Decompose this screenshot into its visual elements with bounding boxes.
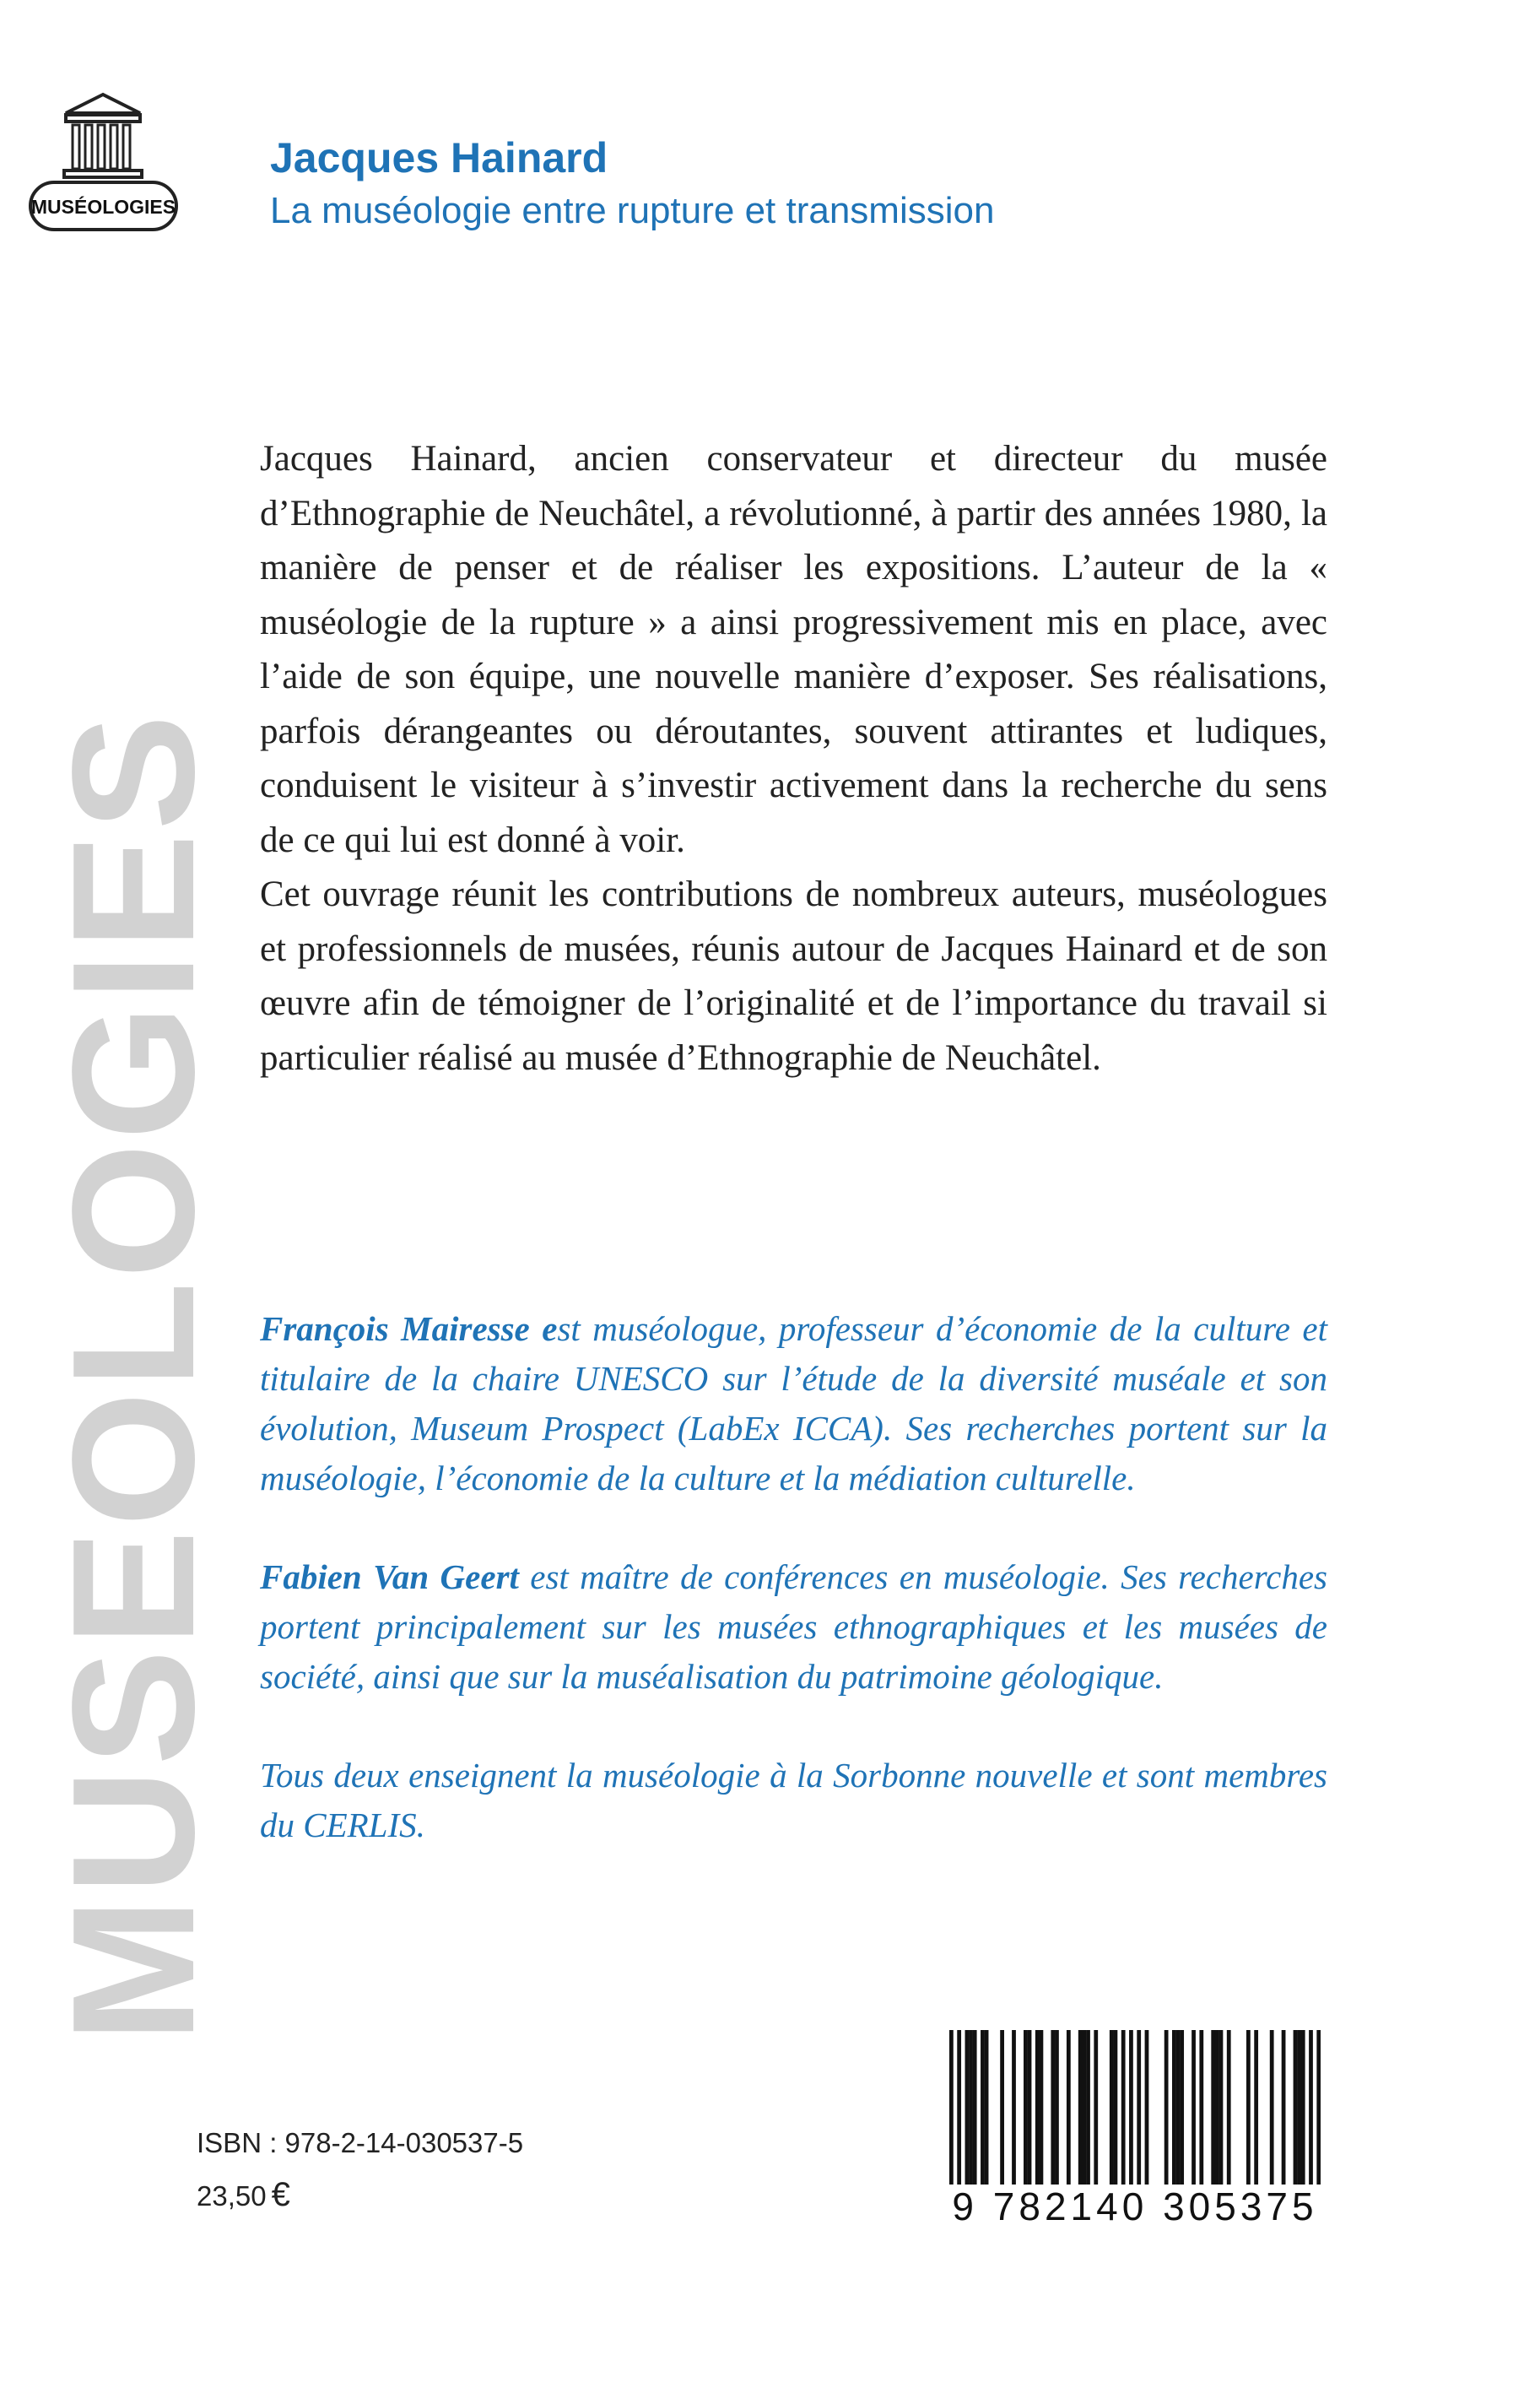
- price-amount: 23,50: [197, 2180, 267, 2212]
- barcode-bar: [1297, 2030, 1301, 2190]
- barcode-bar: [1254, 2030, 1258, 2190]
- barcode-bar: [1270, 2030, 1274, 2190]
- price: [197, 2176, 290, 2214]
- author-name: Fabien Van Geert: [260, 1557, 519, 1596]
- barcode-bar: [1176, 2030, 1181, 2190]
- barcode-bar: [1219, 2030, 1224, 2190]
- barcode-bar: [1121, 2030, 1126, 2190]
- authors-closing: Tous deux enseignent la muséologie à la Sorbonne nouvelle et sont membres du CERLIS.: [260, 1756, 1327, 1844]
- barcode-bar: [1180, 2030, 1184, 2190]
- barcode-digits: 9 782140 305375: [949, 2185, 1321, 2228]
- barcode-bar: [1215, 2030, 1219, 2190]
- barcode-bar: [1282, 2030, 1286, 2190]
- barcode-bar: [1309, 2030, 1313, 2190]
- barcode-bar: [1110, 2030, 1114, 2190]
- barcode-bar: [1086, 2030, 1090, 2190]
- barcode-bar: [1078, 2030, 1083, 2190]
- barcode-bar: [1067, 2030, 1071, 2190]
- barcode-bar: [969, 2030, 973, 2190]
- barcode-bar: [985, 2030, 989, 2190]
- barcode-bar: [1035, 2030, 1040, 2190]
- barcode-bar: [1211, 2030, 1215, 2190]
- barcode-bar: [949, 2030, 954, 2190]
- barcode-bar: [1094, 2030, 1098, 2190]
- barcode-bar: [1301, 2030, 1305, 2190]
- barcode-bar: [1246, 2030, 1251, 2190]
- author-bio-text: est maître de conférences en muséologie. Ses recherches portent principalement sur les musées ethnographiques et les musées de société, ainsi que sur la muséalisation du patrimoine géologique.: [260, 1557, 1327, 1696]
- barcode-bar: [1114, 2030, 1118, 2190]
- book-subtitle: La muséologie entre rupture et transmission: [270, 190, 995, 231]
- isbn: ISBN : 978-2-14-030537-5: [197, 2127, 524, 2158]
- series-logo-label: MUSÉOLOGIES: [30, 196, 176, 218]
- barcode-bar: [965, 2030, 970, 2190]
- author-bio-text: st muséologue, professeur d’économie de la culture et titulaire de la chaire UNESCO sur l’étude de la diversité muséale et son évolution, Museum Prospect (LabEx ICCA). Ses recherches portent sur la muséologie, l’économie de la culture et la médiation culturelle.: [260, 1309, 1327, 1497]
- author-bios: [260, 1304, 1327, 1899]
- barcode-bar: [1164, 2030, 1169, 2190]
- summary-paragraph: Jacques Hainard, ancien conservateur et directeur du musée d’Ethnographie de Neuchâtel, a révolutionné, à partir des années 1980, la manière de penser et de réaliser les expositions. L’auteur de la « muséologie de la rupture » a ainsi progressivement mis en place, avec l’aide de son équipe, une nouvelle manière d’exposer. Ses réalisations, parfois dérangeantes ou déroutantes, souvent attirantes et ludiques, conduisent le visiteur à s’investir activement dans la recherche du sens de ce qui lui est donné à voir.: [260, 439, 1327, 860]
- book-title: Jacques Hainard: [270, 134, 608, 181]
- barcode-bar: [1040, 2030, 1044, 2190]
- barcode-bar: [1051, 2030, 1055, 2190]
- barcode-bar: [1055, 2030, 1059, 2190]
- barcode-bar: [981, 2030, 985, 2190]
- series-logo: [25, 84, 181, 236]
- barcode-bar: [1137, 2030, 1141, 2190]
- barcode-bar: [1129, 2030, 1133, 2190]
- author-bio: [260, 1304, 1327, 1503]
- author-bio: [260, 1552, 1327, 1702]
- price-currency: €: [271, 2176, 290, 2213]
- temple-icon: [25, 84, 181, 236]
- barcode-bar: [1316, 2030, 1321, 2190]
- barcode-bar: [1227, 2030, 1231, 2190]
- barcode-bar: [1294, 2030, 1298, 2190]
- barcode-bar: [1145, 2030, 1149, 2190]
- barcode-bar: [1028, 2030, 1032, 2190]
- author-name: François Mairesse e: [260, 1309, 558, 1348]
- summary-paragraph: Cet ouvrage réunit les contributions de nombreux auteurs, muséologues et professionnels de musées, réunis autour de Jacques Hainard et de son œuvre afin de témoigner de l’originalité et de l’importance du travail si particulier réalisé au musée d’Ethnographie de Neuchâtel.: [260, 874, 1327, 1078]
- barcode-bar: [1191, 2030, 1196, 2190]
- barcode-bar: [957, 2030, 961, 2190]
- barcode-bar: [1199, 2030, 1203, 2190]
- barcode-bar: [1082, 2030, 1086, 2190]
- barcode-bar: [1172, 2030, 1176, 2190]
- barcode-bar: [1000, 2030, 1004, 2190]
- barcode-bar: [1012, 2030, 1016, 2190]
- summary: [260, 432, 1327, 1086]
- barcode-bars: [949, 2030, 1321, 2190]
- barcode-bar: [973, 2030, 977, 2190]
- barcode-bar: [1024, 2030, 1028, 2190]
- series-vertical-title: MUSEOLOGIES: [36, 711, 230, 2043]
